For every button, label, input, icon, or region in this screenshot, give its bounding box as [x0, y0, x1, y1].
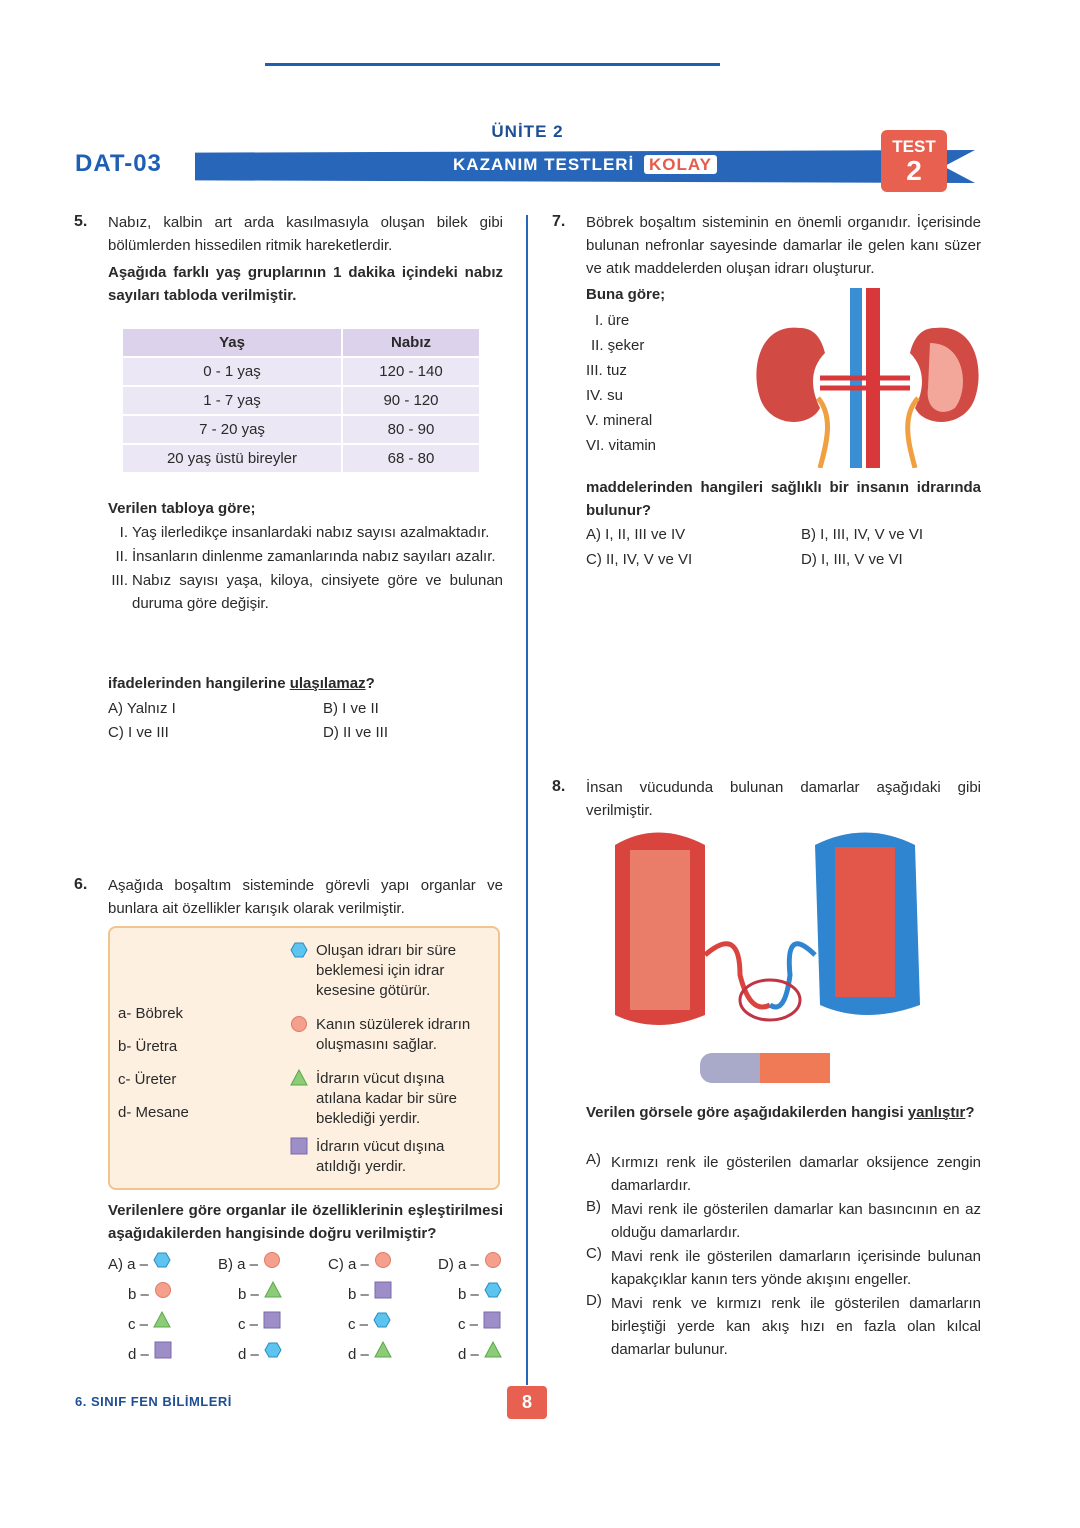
item: IV. su — [586, 387, 623, 404]
option-text: Mavi renk ile gösterilen damarlar kan basıncının en az olduğu damarlardır. — [611, 1201, 981, 1241]
organ-letter: b – — [128, 1286, 149, 1304]
item: VI. vitamin — [586, 437, 657, 454]
pair-row — [218, 1250, 284, 1280]
ask-text: Verilen görsele göre aşağıdakilerden hangisi — [586, 1104, 904, 1121]
hexagon-icon — [288, 941, 316, 1001]
square-icon — [261, 1310, 283, 1340]
option-label: A) — [108, 1256, 123, 1273]
q8-option-d[interactable] — [586, 1292, 981, 1361]
q5-option-d[interactable]: D) II ve III — [323, 724, 389, 741]
q5-number: 5. — [74, 213, 88, 230]
top-rule — [265, 63, 720, 66]
organ-letter: a – — [348, 1256, 369, 1273]
q5-option-b[interactable]: B) I ve II — [323, 700, 379, 717]
option-text: Kırmızı renk ile gösterilen damarlar oksijence zengin damarlardır. — [611, 1154, 981, 1194]
q6-option-a[interactable] — [108, 1250, 174, 1370]
circle-icon — [482, 1250, 504, 1280]
column-divider — [526, 215, 528, 1385]
q6-number: 6. — [74, 876, 88, 893]
pair-row — [218, 1280, 284, 1310]
q7-number: 7. — [552, 213, 566, 230]
triangle-icon — [482, 1340, 504, 1370]
q7-intro: Böbrek boşaltım sisteminin en önemli organıdır. İçerisinde bulunan nefronlar sayesinde damarlar ile gelen kanı süzer ve atık maddelerden oluşan idrarı oluşturur. — [586, 214, 981, 277]
pair-row — [108, 1340, 174, 1370]
feature-list — [288, 941, 488, 1177]
organ-letter: d – — [128, 1346, 149, 1364]
pair-row — [438, 1280, 504, 1310]
organ-item: b- Üretra — [118, 1038, 178, 1055]
q7-items — [586, 308, 656, 458]
test-badge — [881, 130, 947, 192]
statement-text: Nabız sayısı yaşa, kiloya, cinsiyete göre ve bulunan duruma göre değişir. — [132, 572, 503, 612]
circle-icon — [152, 1280, 174, 1310]
page-number: 8 — [507, 1386, 547, 1419]
q8-intro: İnsan vücudunda bulunan damarlar aşağıdaki gibi verilmiştir. — [586, 779, 981, 819]
pair-row — [438, 1310, 504, 1340]
q7-lead: Buna göre; — [586, 286, 666, 303]
statement-num: II. — [115, 548, 128, 565]
option-label: B) — [586, 1198, 601, 1215]
organ-letter: b – — [348, 1286, 369, 1304]
test-number: 2 — [906, 155, 922, 186]
table-row — [122, 415, 480, 444]
pair-row — [328, 1280, 394, 1310]
organ-list — [118, 997, 189, 1129]
pair-row — [108, 1280, 174, 1310]
ask-underlined: yanlıştır — [907, 1104, 966, 1121]
col-header: Nabız — [342, 328, 480, 357]
organ-item: a- Böbrek — [118, 1005, 184, 1022]
hexagon-icon — [151, 1250, 173, 1280]
cell: 20 yaş üstü bireyler — [122, 444, 342, 473]
ask-end: ? — [965, 1104, 975, 1121]
q5-intro: Nabız, kalbin art arda kasılmasıyla oluşan bilek gibi bölümlerden hissedilen ritmik hareketlerdir. — [108, 214, 503, 254]
option-label: C) — [586, 1245, 602, 1262]
hexagon-icon — [262, 1340, 284, 1370]
table-row — [122, 444, 480, 473]
pair-row — [108, 1310, 174, 1340]
q6-option-d[interactable] — [438, 1250, 504, 1370]
organ-letter: c – — [458, 1316, 479, 1334]
q5-statements — [108, 521, 503, 615]
unit-title: ÜNİTE 2 — [491, 122, 564, 141]
test-label: TEST — [892, 137, 936, 156]
cell: 120 - 140 — [342, 357, 480, 386]
feature-text: Kanın süzülerek idrarın oluşmasını sağlar. — [316, 1016, 471, 1053]
footer-subject: 6. SINIF FEN BİLİMLERİ — [75, 1394, 232, 1409]
organ-letter: a – — [458, 1256, 479, 1273]
organ-letter: d – — [458, 1346, 479, 1364]
col-header: Yaş — [122, 328, 342, 357]
circle-icon — [288, 1015, 316, 1055]
q6-intro: Aşağıda boşaltım sisteminde görevli yapı organlar ve bunlara ait özellikler karışık olarak verilmiştir. — [108, 877, 503, 917]
feature-text: İdrarın vücut dışına atıldığı yerdir. — [316, 1138, 445, 1175]
q8-number: 8. — [552, 778, 566, 795]
statement-text: Yaş ilerledikçe insanlardaki nabız sayısı azalmaktadır. — [132, 524, 490, 541]
ask-underlined: ulaşılamaz — [289, 675, 366, 692]
organ-letter: c – — [348, 1316, 369, 1334]
pulse-table — [121, 327, 481, 474]
triangle-icon — [262, 1280, 284, 1310]
organ-letter: c – — [238, 1316, 259, 1334]
organ-letter: d – — [348, 1346, 369, 1364]
organ-item: d- Mesane — [118, 1104, 189, 1121]
cell: 90 - 120 — [342, 386, 480, 415]
circle-icon — [372, 1250, 394, 1280]
organ-letter: c – — [128, 1316, 149, 1334]
cell: 7 - 20 yaş — [122, 415, 342, 444]
level-badge: KOLAY — [644, 155, 717, 174]
option-text: Mavi renk ile gösterilen damarların içerisinde bulunan kapakçıklar kanın ters yönde akışını engeller. — [611, 1248, 981, 1288]
pair-row — [218, 1340, 284, 1370]
q8-ask — [586, 1101, 981, 1124]
option-label: D) — [438, 1256, 454, 1273]
feature-text: İdrarın vücut dışına atılana kadar bir süre beklediği yerdir. — [316, 1070, 457, 1127]
triangle-icon — [288, 1069, 316, 1129]
statement-text: İnsanların dinlenme zamanlarında nabız sayıları azalır. — [132, 548, 496, 565]
hexagon-icon — [482, 1280, 504, 1310]
test-code: DAT-03 — [75, 150, 162, 177]
item: II. şeker — [591, 337, 645, 354]
cell: 0 - 1 yaş — [122, 357, 342, 386]
option-label: B) — [218, 1256, 233, 1273]
q5-option-c[interactable]: C) I ve III — [108, 724, 169, 741]
q8-options — [586, 1151, 981, 1361]
ask-end: ? — [365, 675, 375, 692]
pair-row — [438, 1340, 504, 1370]
pair-row — [108, 1250, 174, 1280]
pair-row — [328, 1310, 394, 1340]
q5-given: Verilen tabloya göre; — [108, 500, 256, 517]
q8-option-a[interactable] — [586, 1151, 981, 1197]
q7-option-c[interactable]: C) II, IV, V ve VI — [586, 551, 693, 568]
triangle-icon — [151, 1310, 173, 1340]
q6-option-c[interactable] — [328, 1250, 394, 1370]
q5-lead: Aşağıda farklı yaş gruplarının 1 dakika içindeki nabız sayıları tabloda verilmiştir. — [108, 264, 503, 304]
triangle-icon — [372, 1340, 394, 1370]
header-title — [195, 155, 975, 175]
square-icon — [372, 1280, 394, 1310]
organ-item: c- Üreter — [118, 1071, 177, 1088]
item: I. üre — [595, 312, 630, 329]
hexagon-icon — [371, 1310, 393, 1340]
pair-row — [328, 1340, 394, 1370]
square-icon — [481, 1310, 503, 1340]
pair-row — [438, 1250, 504, 1280]
q5-ask — [108, 675, 375, 692]
organ-letter: b – — [458, 1286, 479, 1304]
cell: 80 - 90 — [342, 415, 480, 444]
q8-option-c[interactable] — [586, 1245, 981, 1291]
q7-option-a[interactable]: A) I, II, III ve IV — [586, 526, 686, 543]
q6-ask: Verilenlere göre organlar ile özelliklerinin eşleştirilmesi aşağıdakilerden hangisinde doğru verilmiştir? — [108, 1202, 503, 1242]
option-label: D) — [586, 1292, 602, 1309]
pair-row — [218, 1310, 284, 1340]
pair-row — [328, 1250, 394, 1280]
kidney-illustration — [750, 288, 985, 468]
table-row — [122, 386, 480, 415]
option-label: A) — [586, 1151, 601, 1168]
blood-vessels-illustration — [610, 825, 930, 1090]
organ-letter: d – — [238, 1346, 259, 1364]
q7-option-b[interactable]: B) I, III, IV, V ve VI — [801, 526, 923, 543]
organ-letter: b – — [238, 1286, 259, 1304]
organ-letter: a – — [237, 1256, 259, 1273]
statement-num: I. — [119, 524, 128, 541]
q6-option-b[interactable] — [218, 1250, 284, 1370]
q5-option-a[interactable]: A) Yalnız I — [108, 700, 176, 717]
header-title-text: KAZANIM TESTLERİ — [453, 155, 635, 174]
ask-text: ifadelerinden hangilerine — [108, 675, 286, 692]
table-row — [122, 357, 480, 386]
q8-option-b[interactable] — [586, 1198, 981, 1244]
feature-text: Oluşan idrarı bir süre beklemesi için idrar kesesine götürür. — [316, 942, 457, 999]
q7-option-d[interactable]: D) I, III, V ve VI — [801, 551, 903, 568]
square-icon — [288, 1137, 316, 1177]
q7-ask: maddelerinden hangileri sağlıklı bir insanın idrarında bulunur? — [586, 479, 981, 519]
organ-letter: a – — [127, 1256, 149, 1273]
cell: 68 - 80 — [342, 444, 480, 473]
statement-num: III. — [111, 572, 128, 589]
option-text: Mavi renk ve kırmızı renk ile gösterilen damarların birleştiği yerde kan akış hızı en fazla olan kılcal damarlar bulunur. — [611, 1295, 981, 1358]
item: V. mineral — [586, 412, 653, 429]
circle-icon — [261, 1250, 283, 1280]
option-label: C) — [328, 1256, 344, 1273]
square-icon — [152, 1340, 174, 1370]
item: III. tuz — [586, 362, 627, 379]
cell: 1 - 7 yaş — [122, 386, 342, 415]
